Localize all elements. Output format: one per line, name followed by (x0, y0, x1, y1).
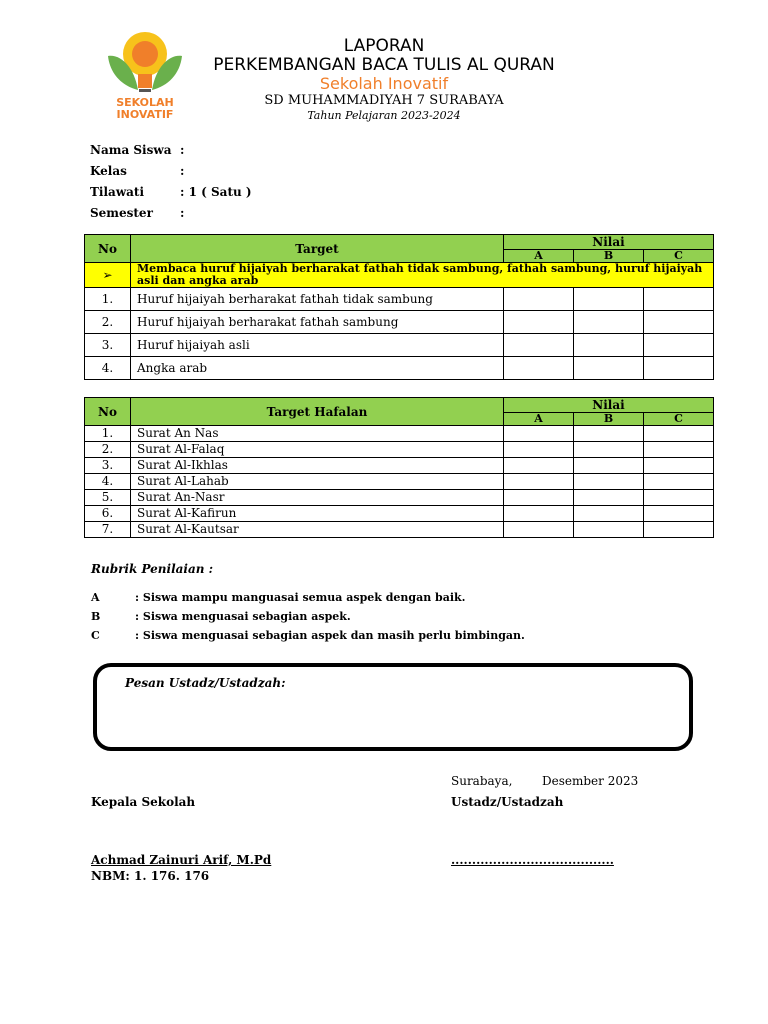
col-nilai: Nilai (504, 235, 714, 250)
academic-year: Tahun Pelajaran 2023-2024 (307, 109, 461, 122)
teacher-role: Ustadz/Ustadzah (451, 795, 564, 809)
rubric-title: Rubrik Penilaian : (91, 562, 214, 576)
table-row: 1. Huruf hijaiyah berharakat fathah tidak sambung (85, 288, 714, 311)
table-row: 4. Angka arab (85, 357, 714, 380)
school-name: SD MUHAMMADIYAH 7 SURABAYA (264, 93, 504, 108)
col-no: No (85, 235, 131, 263)
report-title: LAPORAN (343, 36, 425, 56)
grade-cell (574, 311, 644, 334)
reading-target-table (84, 234, 714, 380)
table-row: 2. Huruf hijaiyah berharakat fathah sambung (85, 311, 714, 334)
col-grade-b: B (574, 413, 644, 426)
col-grade-a: A (504, 413, 574, 426)
student-class-row: Kelas : (90, 164, 185, 178)
grade-cell (644, 334, 714, 357)
principal-nbm: NBM: 1. 176. 176 (91, 869, 210, 883)
logo-text-line1: SEKOLAH (116, 96, 174, 109)
col-no: No (85, 398, 131, 426)
table-row: 7. Surat Al-Kautsar (85, 522, 714, 538)
memorization-target-table (84, 397, 714, 538)
table-row: 3. Huruf hijaiyah asli (85, 334, 714, 357)
col-grade-b: B (574, 250, 644, 263)
table-row: 6. Surat Al-Kafirun (85, 506, 714, 522)
student-name-row: Nama Siswa : (90, 143, 185, 157)
grade-cell (574, 334, 644, 357)
principal-role: Kepala Sekolah (91, 795, 196, 809)
report-subtitle: PERKEMBANGAN BACA TULIS AL QURAN (213, 55, 555, 75)
grade-cell (504, 311, 574, 334)
grade-cell (504, 288, 574, 311)
grade-cell (644, 357, 714, 380)
principal-name: Achmad Zainuri Arif, M.Pd (91, 853, 272, 867)
grade-cell (644, 311, 714, 334)
rubric-item-c: C : Siswa menguasai sebagian aspek dan masih perlu bimbingan. (91, 629, 525, 642)
grade-cell (504, 357, 574, 380)
signature-city: Surabaya, (451, 774, 513, 788)
rubric-item-b: B : Siswa menguasai sebagian aspek. (91, 610, 351, 623)
rubric-item-a: A : Siswa mampu manguasai semua aspek dengan baik. (91, 591, 466, 604)
teacher-name-blank: ....................................... (451, 853, 614, 867)
logo-text-line2: INOVATIF (116, 108, 174, 121)
col-grade-a: A (504, 250, 574, 263)
col-target: Target (131, 235, 504, 263)
student-semester-row: Semester : (90, 206, 185, 220)
table-row: 5. Surat An-Nasr (85, 490, 714, 506)
student-tilawati-row: Tilawati : 1 ( Satu ) (90, 185, 252, 199)
highlight-target: Membaca huruf hijaiyah berharakat fathah tidak sambung, fathah sambung, huruf hijaiyah asli dan angka arab (131, 263, 714, 288)
col-nilai: Nilai (504, 398, 714, 413)
grade-cell (574, 288, 644, 311)
col-target-hafalan: Target Hafalan (131, 398, 504, 426)
table-row: 4. Surat Al-Lahab (85, 474, 714, 490)
signature-date: Desember 2023 (542, 774, 639, 788)
teacher-message-label: Pesan Ustadz/Ustadzah: (125, 676, 286, 690)
table-row: 2. Surat Al-Falaq (85, 442, 714, 458)
table-row: 1. Surat An Nas (85, 426, 714, 442)
highlight-marker: ➢ (85, 263, 131, 288)
grade-cell (644, 288, 714, 311)
col-grade-c: C (644, 413, 714, 426)
grade-cell (504, 334, 574, 357)
table-row: 3. Surat Al-Ikhlas (85, 458, 714, 474)
program-name: Sekolah Inovatif (319, 74, 449, 93)
grade-cell (574, 357, 644, 380)
col-grade-c: C (644, 250, 714, 263)
